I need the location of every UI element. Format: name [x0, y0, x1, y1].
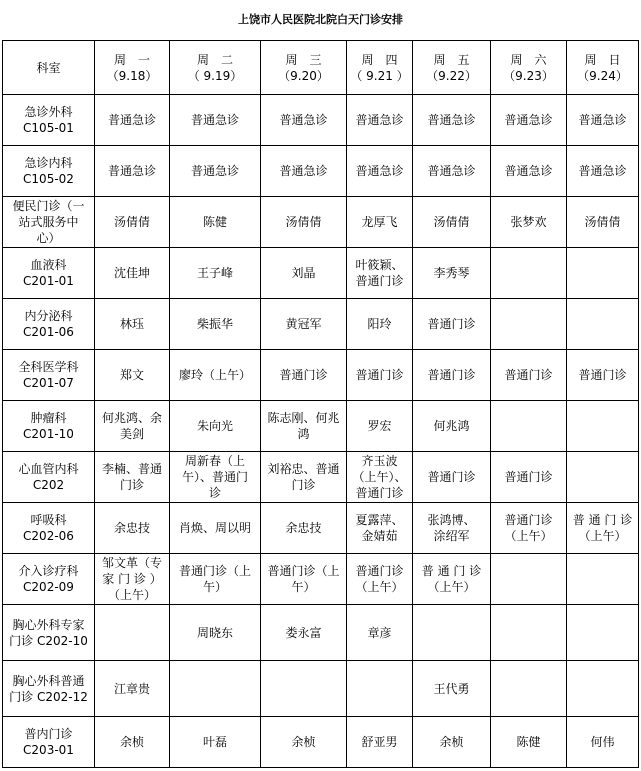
day-date: （9.18） — [106, 68, 158, 83]
schedule-cell: 周新春（上 午）、普通门 诊 — [170, 452, 261, 503]
schedule-cell: 余忠技 — [95, 503, 170, 554]
schedule-cell: 肖焕、周以明 — [170, 503, 261, 554]
schedule-cell: 林珏 — [95, 299, 170, 350]
schedule-cell: 普通门诊 — [261, 350, 347, 401]
schedule-cell: 王代勇 — [413, 661, 491, 717]
schedule-cell — [567, 452, 639, 503]
day-date: （9.20） — [278, 68, 329, 83]
schedule-cell: 王子峰 — [170, 248, 261, 299]
dept-cell: 呼吸科 C202-06 — [3, 503, 95, 554]
schedule-cell: 沈佳坤 — [95, 248, 170, 299]
schedule-cell: 普 通 门 诊 （上午） — [413, 554, 491, 605]
schedule-cell: 普通门诊 — [491, 350, 567, 401]
schedule-cell: 普通门诊 （上午） — [491, 503, 567, 554]
schedule-cell: 龙厚飞 — [347, 197, 413, 248]
schedule-cell: 周晓东 — [170, 605, 261, 661]
schedule-cell: 普通门诊 — [413, 452, 491, 503]
schedule-cell: 余桢 — [261, 717, 347, 768]
header-day — [567, 41, 639, 95]
dept-cell: 急诊内科 C105-02 — [3, 146, 95, 197]
schedule-cell: 汤倩倩 — [95, 197, 170, 248]
schedule-cell: 普通急诊 — [95, 146, 170, 197]
day-name: 周 五 — [433, 52, 470, 67]
header-day — [95, 41, 170, 95]
schedule-cell: 普通急诊 — [567, 146, 639, 197]
dept-cell: 胸心外科专家 门诊 C202-10 — [3, 605, 95, 661]
table-row — [3, 554, 639, 605]
day-date: （9.22） — [426, 68, 477, 83]
schedule-cell: 柴振华 — [170, 299, 261, 350]
schedule-cell: 夏露萍、 金婧茹 — [347, 503, 413, 554]
schedule-cell: 普通门诊（上 午） — [170, 554, 261, 605]
schedule-cell: 普通门诊（上 午） — [261, 554, 347, 605]
schedule-cell: 普通急诊 — [261, 95, 347, 146]
schedule-cell — [95, 605, 170, 661]
header-day — [261, 41, 347, 95]
schedule-cell: 章彦 — [347, 605, 413, 661]
header-day — [170, 41, 261, 95]
schedule-cell: 黄冠军 — [261, 299, 347, 350]
schedule-cell — [567, 248, 639, 299]
table-row — [3, 452, 639, 503]
schedule-cell: 普通急诊 — [491, 146, 567, 197]
dept-cell: 心血管内科 C202 — [3, 452, 95, 503]
day-name: 周 三 — [285, 52, 322, 67]
header-dept: 科室 — [3, 41, 95, 95]
schedule-cell — [413, 605, 491, 661]
schedule-cell — [567, 605, 639, 661]
dept-cell: 血液科 C201-01 — [3, 248, 95, 299]
schedule-cell: 普通门诊 — [567, 350, 639, 401]
dept-cell: 便民门诊（一 站式服务中 心） — [3, 197, 95, 248]
schedule-cell: 叶筱颖、 普通门诊 — [347, 248, 413, 299]
schedule-cell: 普通急诊 — [413, 95, 491, 146]
schedule-cell: 汤倩倩 — [261, 197, 347, 248]
schedule-cell: 普通急诊 — [347, 146, 413, 197]
table-row — [3, 350, 639, 401]
header-day — [413, 41, 491, 95]
header-day — [347, 41, 413, 95]
day-name: 周 六 — [510, 52, 547, 67]
day-date: （9.24） — [577, 68, 628, 83]
dept-cell: 内分泌科 C201-06 — [3, 299, 95, 350]
day-date: （ 9.19） — [187, 68, 243, 83]
schedule-cell: 陈健 — [491, 717, 567, 768]
schedule-cell: 普通急诊 — [261, 146, 347, 197]
schedule-cell: 刘裕忠、普通 门诊 — [261, 452, 347, 503]
day-date: （ 9.21 ） — [350, 68, 409, 83]
schedule-cell: 汤倩倩 — [567, 197, 639, 248]
schedule-cell: 叶磊 — [170, 717, 261, 768]
schedule-cell: 普 通 门 诊 （上午） — [567, 503, 639, 554]
schedule-cell — [491, 299, 567, 350]
schedule-cell: 朱向光 — [170, 401, 261, 452]
dept-cell: 介入诊疗科 C202-09 — [3, 554, 95, 605]
schedule-cell: 廖玲（上午） — [170, 350, 261, 401]
schedule-cell: 余桢 — [413, 717, 491, 768]
dept-cell: 肿瘤科 C201-10 — [3, 401, 95, 452]
schedule-cell: 余忠技 — [261, 503, 347, 554]
schedule-cell — [170, 661, 261, 717]
header-row — [3, 41, 639, 95]
schedule-cell: 江章贵 — [95, 661, 170, 717]
page-title: 上饶市人民医院北院白天门诊安排 — [238, 13, 403, 26]
schedule-table — [2, 40, 639, 768]
schedule-cell: 陈健 — [170, 197, 261, 248]
day-name: 周 日 — [584, 52, 621, 67]
schedule-cell: 阳玲 — [347, 299, 413, 350]
schedule-cell: 李秀琴 — [413, 248, 491, 299]
schedule-cell: 普通门诊 — [413, 299, 491, 350]
header-day — [491, 41, 567, 95]
schedule-cell — [567, 554, 639, 605]
table-row — [3, 605, 639, 661]
schedule-cell: 汤倩倩 — [413, 197, 491, 248]
schedule-cell — [567, 401, 639, 452]
schedule-cell: 普通急诊 — [170, 146, 261, 197]
schedule-cell: 普通门诊 — [347, 350, 413, 401]
table-row — [3, 197, 639, 248]
schedule-cell: 张梦欢 — [491, 197, 567, 248]
schedule-cell: 何伟 — [567, 717, 639, 768]
dept-cell: 胸心外科普通 门诊 C202-12 — [3, 661, 95, 717]
schedule-cell: 普通急诊 — [170, 95, 261, 146]
schedule-cell: 邹文革（专 家 门 诊 ） （上午） — [95, 554, 170, 605]
schedule-cell: 普通急诊 — [567, 95, 639, 146]
schedule-cell: 何兆鸿 — [413, 401, 491, 452]
dept-cell: 普内门诊 C203-01 — [3, 717, 95, 768]
schedule-cell — [491, 661, 567, 717]
schedule-cell: 罗宏 — [347, 401, 413, 452]
schedule-cell: 陈志刚、何兆 鸿 — [261, 401, 347, 452]
table-row — [3, 401, 639, 452]
schedule-cell: 刘晶 — [261, 248, 347, 299]
schedule-cell: 齐玉波 （上午）、 普通门诊 — [347, 452, 413, 503]
schedule-cell: 普通急诊 — [95, 95, 170, 146]
schedule-cell — [491, 605, 567, 661]
table-row — [3, 146, 639, 197]
day-name: 周 四 — [361, 52, 398, 67]
schedule-cell: 普通急诊 — [491, 95, 567, 146]
schedule-cell — [567, 661, 639, 717]
table-row — [3, 95, 639, 146]
schedule-cell: 娄永富 — [261, 605, 347, 661]
schedule-cell: 普通急诊 — [413, 146, 491, 197]
table-row — [3, 503, 639, 554]
day-name: 周 一 — [113, 52, 150, 67]
table-row — [3, 661, 639, 717]
dept-cell: 急诊外科 C105-01 — [3, 95, 95, 146]
schedule-cell — [491, 401, 567, 452]
table-row — [3, 248, 639, 299]
schedule-cell — [347, 661, 413, 717]
schedule-cell: 郑文 — [95, 350, 170, 401]
schedule-cell: 普通门诊 — [413, 350, 491, 401]
schedule-cell — [491, 554, 567, 605]
day-name: 周 二 — [196, 52, 233, 67]
schedule-cell — [567, 299, 639, 350]
schedule-cell: 普通门诊 — [491, 452, 567, 503]
schedule-cell: 张鸿博、 涂绍军 — [413, 503, 491, 554]
dept-cell: 全科医学科 C201-07 — [3, 350, 95, 401]
schedule-cell: 余桢 — [95, 717, 170, 768]
table-row — [3, 299, 639, 350]
day-date: （9.23） — [503, 68, 554, 83]
schedule-cell — [261, 661, 347, 717]
table-row — [3, 717, 639, 768]
schedule-cell: 舒亚男 — [347, 717, 413, 768]
schedule-cell: 何兆鸿、余 美剑 — [95, 401, 170, 452]
schedule-cell — [491, 248, 567, 299]
schedule-cell: 普通急诊 — [347, 95, 413, 146]
schedule-cell: 普通门诊 （上午） — [347, 554, 413, 605]
schedule-cell: 李楠、普通 门诊 — [95, 452, 170, 503]
